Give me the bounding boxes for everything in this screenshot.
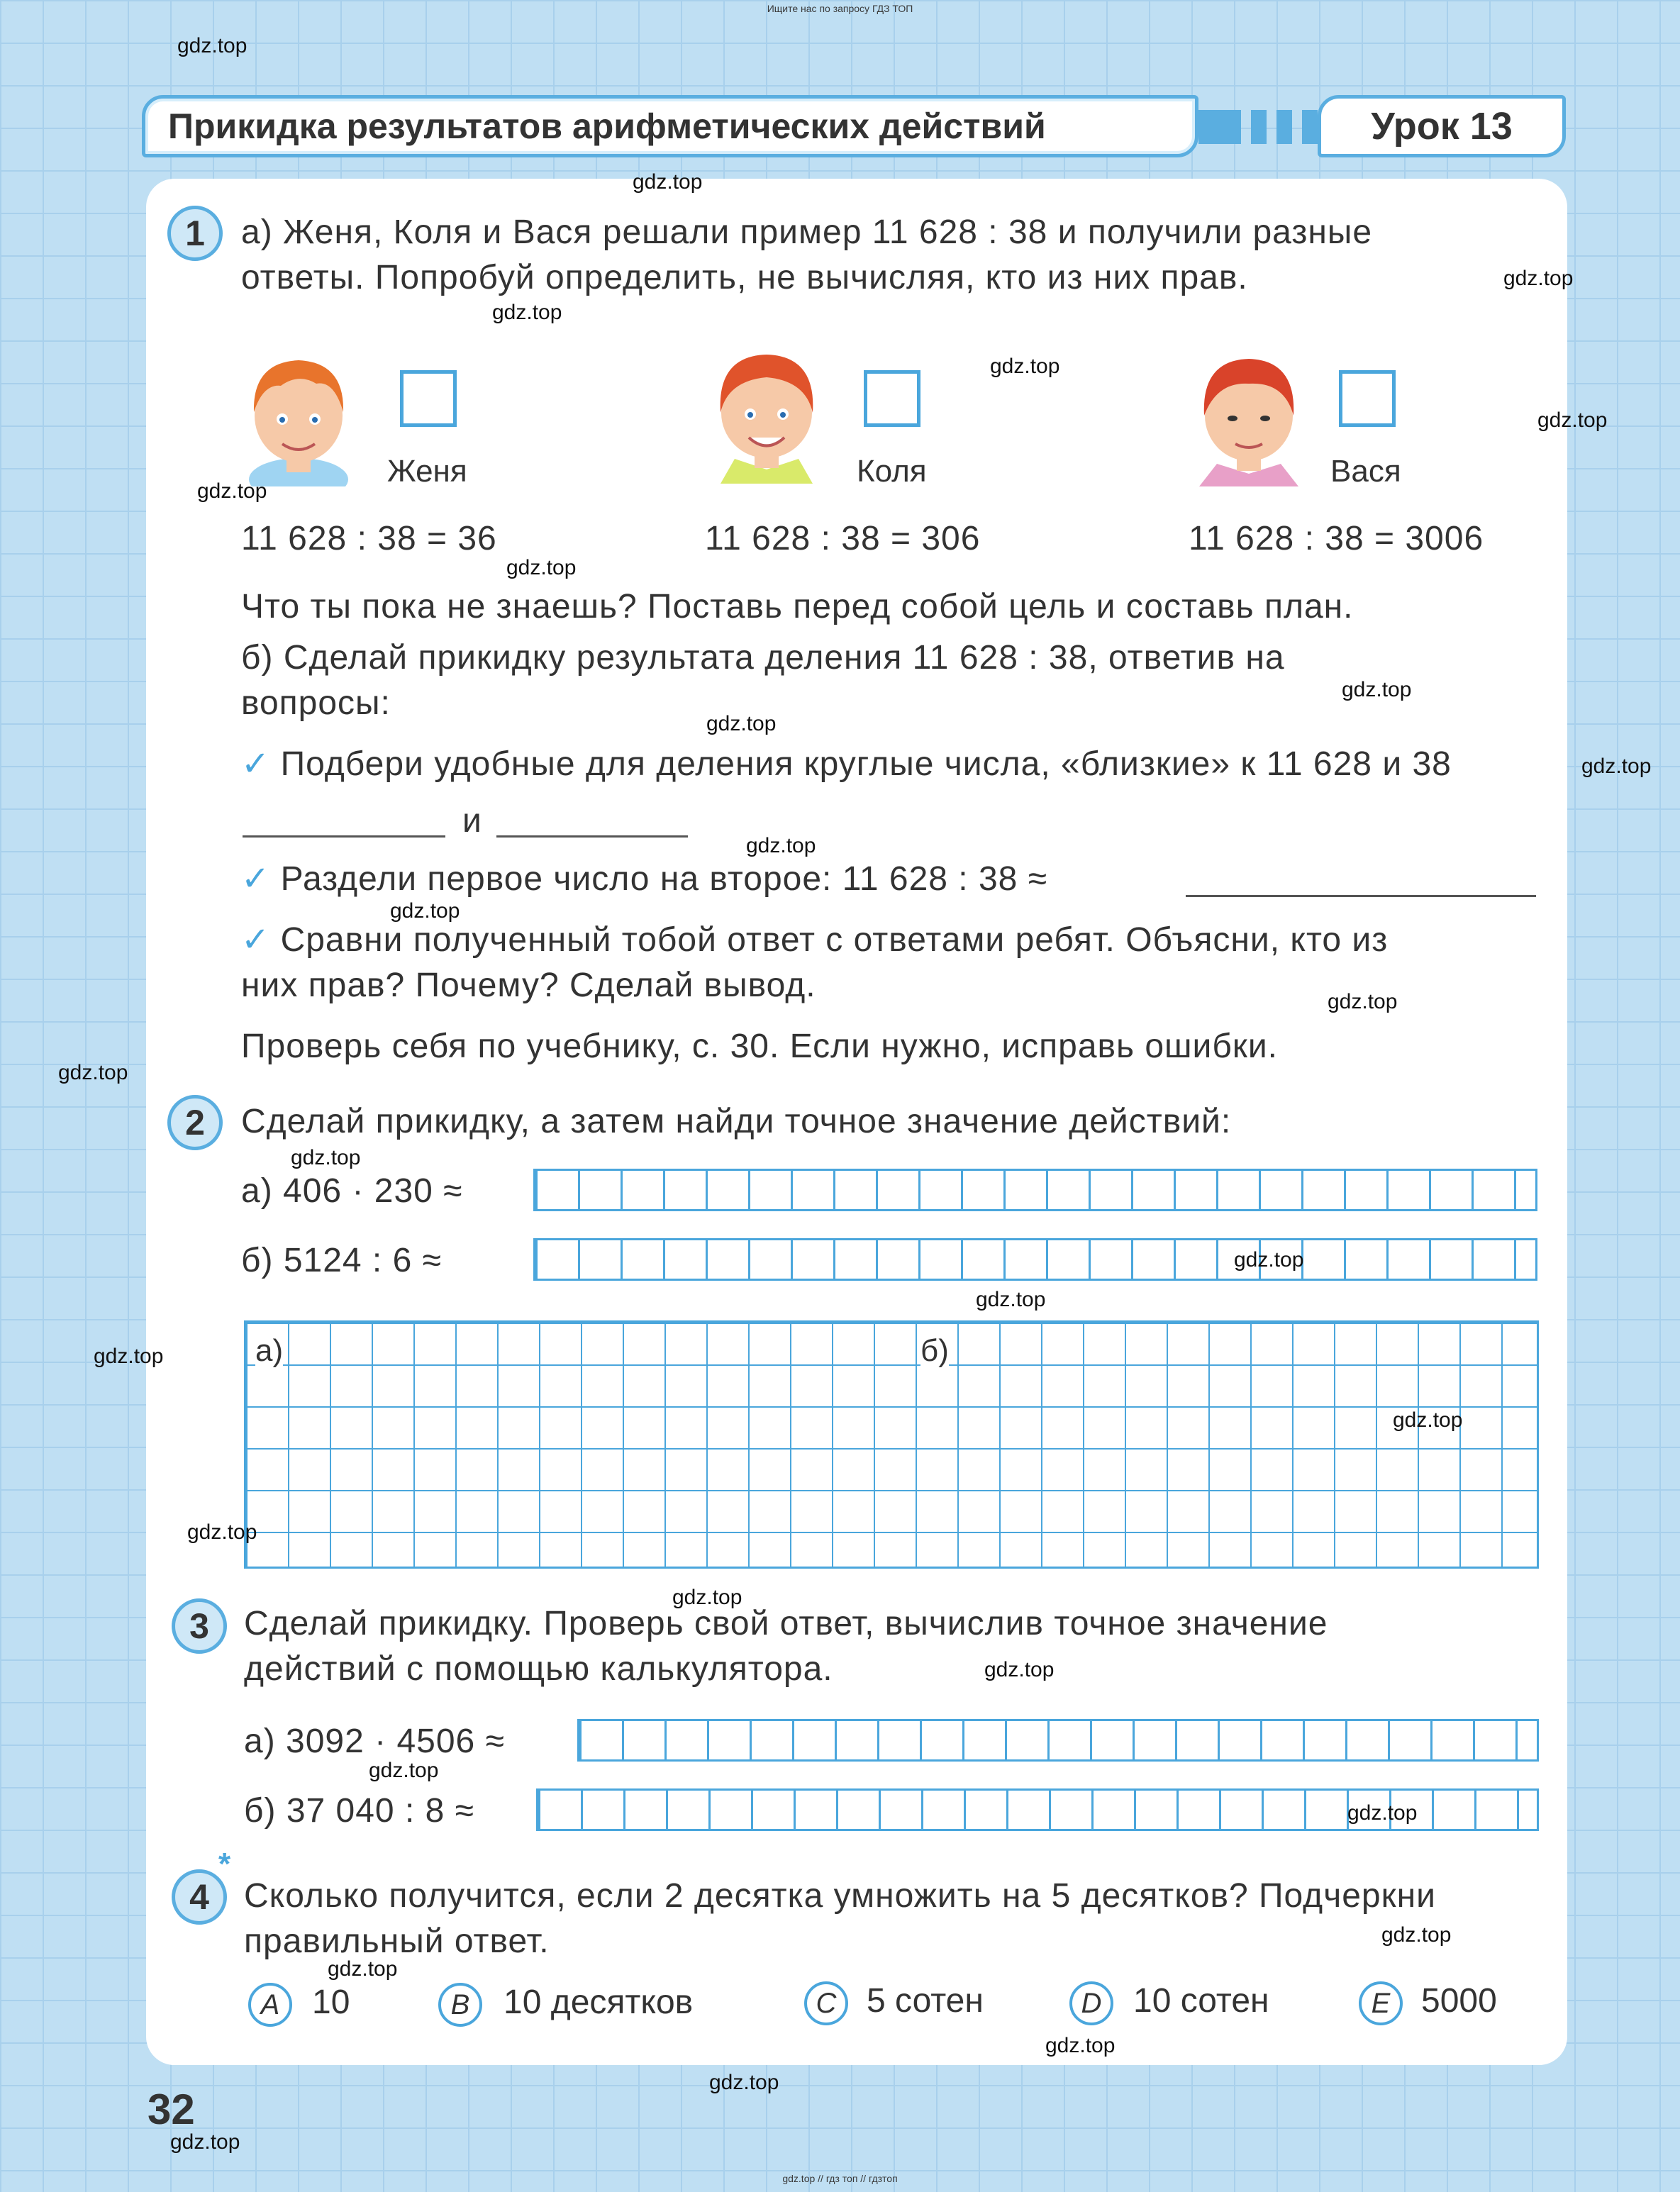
- watermark: gdz.top: [1503, 267, 1574, 290]
- task-2a-expression: а) 406 · 230 ≈: [241, 1172, 463, 1210]
- checklist-item-1: ✓ Подбери удобные для деления круглые числа, «близкие» к 11 628 и 38: [241, 745, 1452, 783]
- watermark: gdz.top: [706, 712, 777, 735]
- watermark: gdz.top: [328, 1957, 398, 1981]
- watermark: gdz.top: [1342, 678, 1412, 701]
- watermark: gdz.top: [94, 1345, 164, 1368]
- checkmark-icon: ✓: [241, 860, 271, 898]
- watermark: gdz.top: [177, 34, 247, 57]
- option-e-text[interactable]: 5000: [1421, 1982, 1497, 2020]
- watermark: gdz.top: [1045, 2034, 1116, 2057]
- boy-zhenya-illustration: [238, 345, 359, 486]
- task-4-line2: правильный ответ.: [244, 1923, 550, 1960]
- option-c-text[interactable]: 5 сотен: [867, 1982, 984, 2020]
- watermark: gdz.top: [58, 1061, 128, 1084]
- section-title: Прикидка результатов арифметических действий: [142, 95, 1198, 157]
- option-b-letter[interactable]: B: [438, 1983, 482, 2027]
- equation-kolya: 11 628 : 38 = 306: [705, 520, 981, 557]
- watermark: gdz.top: [633, 170, 703, 194]
- task-3a-answer-cells[interactable]: [577, 1719, 1539, 1762]
- task-2-work-grid[interactable]: [244, 1320, 1539, 1569]
- task-2-number: 2: [167, 1095, 223, 1150]
- watermark: gdz.top: [709, 2071, 779, 2094]
- task-2b-expression: б) 5124 : 6 ≈: [241, 1242, 442, 1279]
- task-2-text: Сделай прикидку, а затем найди точное значение действий:: [241, 1103, 1232, 1140]
- answer-checkbox-kolya[interactable]: [864, 370, 920, 427]
- grid-label-b: б): [920, 1333, 949, 1368]
- kid-name-zhenya: Женя: [387, 454, 467, 489]
- watermark: gdz.top: [187, 1520, 257, 1544]
- watermark: gdz.top: [1234, 1248, 1304, 1272]
- option-b-text[interactable]: 10 десятков: [504, 1984, 694, 2021]
- part-b-line2: вопросы:: [241, 684, 391, 722]
- watermark: gdz.top: [1381, 1923, 1452, 1947]
- checklist-item-3-line2: них прав? Почему? Сделай вывод.: [241, 967, 816, 1004]
- checklist-item-2: ✓ Раздели первое число на второе: 11 628 : 38 ≈: [241, 860, 1048, 898]
- difficulty-star-icon: *: [218, 1847, 231, 1881]
- watermark: gdz.top: [1347, 1801, 1418, 1825]
- watermark: gdz.top: [197, 479, 267, 503]
- watermark: gdz.top: [976, 1288, 1046, 1311]
- goal-line: Что ты пока не знаешь? Поставь перед собой цель и составь план.: [241, 588, 1354, 625]
- answer-checkbox-zhenya[interactable]: [400, 370, 457, 427]
- checkmark-icon: ✓: [241, 921, 271, 959]
- watermark: gdz.top: [390, 899, 460, 923]
- task-3-number: 3: [172, 1598, 227, 1654]
- option-e-letter[interactable]: E: [1359, 1981, 1403, 2025]
- watermark: gdz.top: [1393, 1408, 1463, 1432]
- task-2a-answer-cells[interactable]: [533, 1169, 1537, 1211]
- watermark: gdz.top: [1537, 408, 1608, 432]
- grid-label-a: а): [255, 1333, 284, 1368]
- title-stripes: [1198, 110, 1318, 144]
- answer-line-number2[interactable]: [496, 835, 688, 838]
- task-1-intro-line1: а) Женя, Коля и Вася решали пример 11 628 : 38 и получили разные: [241, 213, 1373, 251]
- option-d-letter[interactable]: D: [1069, 1981, 1113, 2025]
- task-2b-answer-cells[interactable]: [533, 1238, 1537, 1281]
- task-4-line1: Сколько получится, если 2 десятка умножить на 5 десятков? Подчеркни: [244, 1877, 1436, 1915]
- watermark: gdz.top: [984, 1658, 1055, 1681]
- page-number: 32: [148, 2086, 195, 2133]
- answer-checkbox-vasya[interactable]: [1339, 370, 1396, 427]
- equation-vasya: 11 628 : 38 = 3006: [1189, 520, 1484, 557]
- lesson-label: Урок 13: [1318, 95, 1566, 157]
- task-4-number: 4: [172, 1869, 227, 1925]
- part-b-line1: б) Сделай прикидку результата деления 11 628 : 38, ответив на: [241, 639, 1285, 677]
- option-c-letter[interactable]: C: [804, 1981, 848, 2025]
- equation-zhenya: 11 628 : 38 = 36: [241, 520, 497, 557]
- checkmark-icon: ✓: [241, 745, 271, 783]
- task-3b-expression: б) 37 040 : 8 ≈: [244, 1792, 475, 1830]
- option-a-text[interactable]: 10: [312, 1984, 350, 2021]
- watermark: gdz.top: [170, 2130, 240, 2154]
- task-3a-expression: а) 3092 · 4506 ≈: [244, 1723, 505, 1760]
- watermark: gdz.top: [672, 1586, 742, 1609]
- watermark: gdz.top: [1581, 755, 1652, 778]
- kid-name-kolya: Коля: [857, 454, 927, 489]
- watermark: gdz.top: [291, 1146, 361, 1169]
- kid-name-vasya: Вася: [1330, 454, 1401, 489]
- task-3-line1: Сделай прикидку. Проверь свой ответ, вычислив точное значение: [244, 1605, 1328, 1642]
- boy-vasya-illustration: [1189, 345, 1309, 486]
- boy-kolya-illustration: [706, 342, 827, 484]
- top-note: Ищите нас по запросу ГДЗ ТОП: [767, 3, 913, 14]
- task-1-intro-line2: ответы. Попробуй определить, не вычисляя, кто из них прав.: [241, 259, 1248, 296]
- verify-line: Проверь себя по учебнику, с. 30. Если нужно, исправь ошибки.: [241, 1028, 1279, 1065]
- watermark: gdz.top: [746, 834, 816, 857]
- answer-line-division[interactable]: [1186, 895, 1536, 897]
- answer-line-number1[interactable]: [243, 835, 445, 838]
- watermark: gdz.top: [492, 301, 562, 324]
- watermark: gdz.top: [990, 355, 1060, 378]
- checklist-item-3-line1: ✓ Сравни полученный тобой ответ с ответами ребят. Объясни, кто из: [241, 921, 1389, 959]
- task-1-number: 1: [167, 206, 223, 261]
- bottom-note: gdz.top // гдз топ // гдзтоп: [782, 2173, 898, 2184]
- watermark: gdz.top: [1328, 990, 1398, 1013]
- option-d-text[interactable]: 10 сотен: [1133, 1982, 1269, 2020]
- and-word: и: [462, 802, 482, 840]
- watermark: gdz.top: [369, 1759, 439, 1782]
- task-3-line2: действий с помощью калькулятора.: [244, 1650, 833, 1688]
- option-a-letter[interactable]: A: [248, 1983, 292, 2027]
- watermark: gdz.top: [506, 556, 577, 579]
